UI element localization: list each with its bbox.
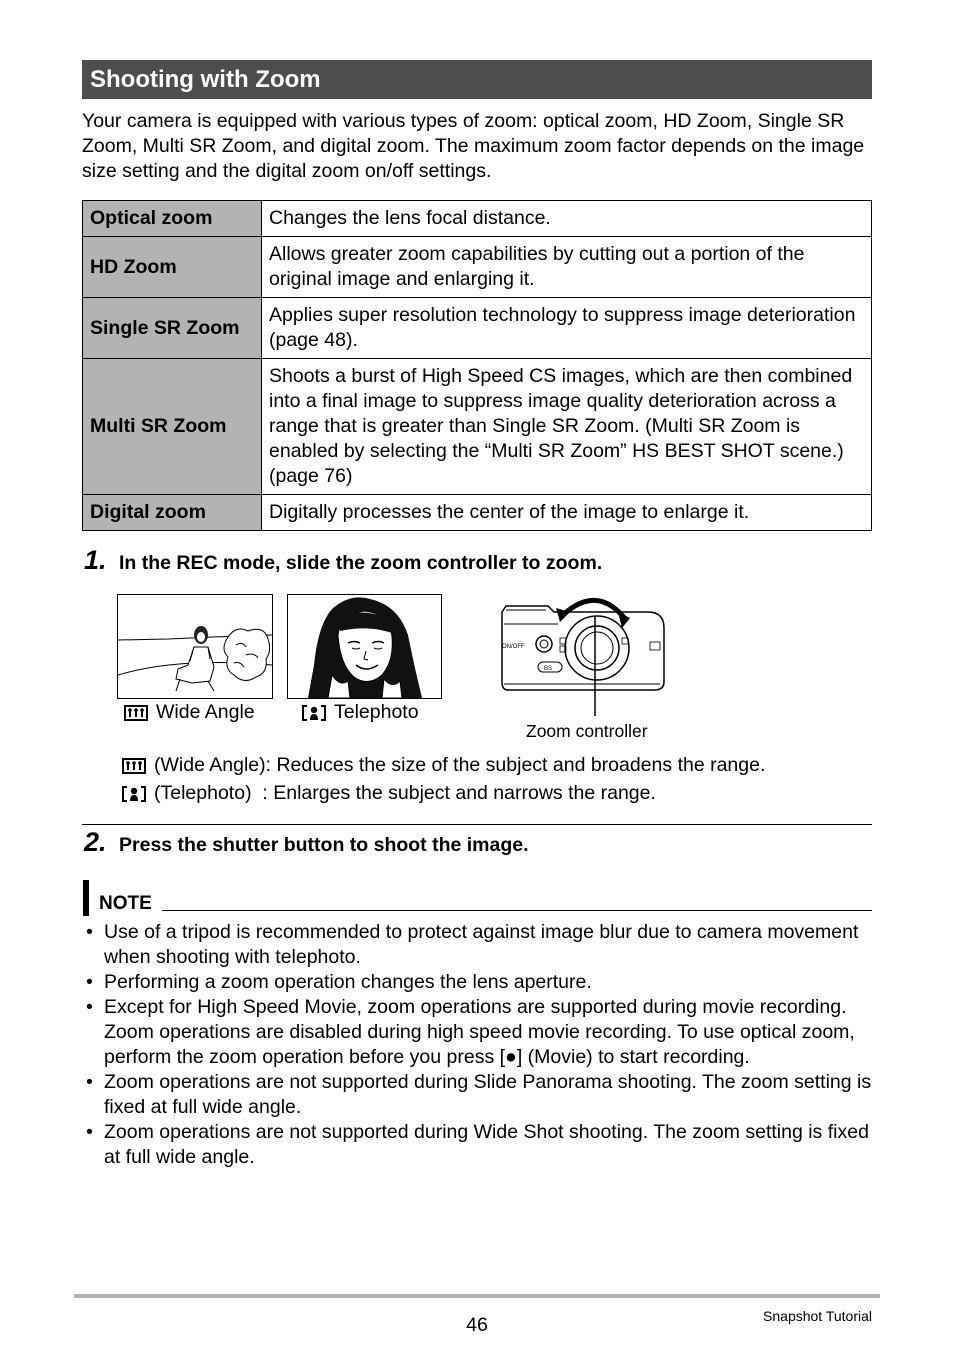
- zoom-type-name: Multi SR Zoom: [83, 359, 262, 495]
- wide-angle-icon: [122, 758, 146, 774]
- step-2-text: Press the shutter button to shoot the image.: [119, 834, 529, 856]
- list-item: • Zoom operations are not supported during Slide Panorama shooting. The zoom setting is fixed at full wide angle.: [82, 1070, 872, 1120]
- table-row: [83, 201, 872, 237]
- telephoto-description: [122, 782, 656, 805]
- step-number: 2.: [84, 827, 107, 857]
- camera-illustration: [498, 588, 668, 718]
- camera-onoff-label: ON/OFF: [502, 644, 525, 650]
- step-number: 1.: [84, 545, 107, 575]
- footer-section: Snapshot Tutorial: [763, 1308, 872, 1324]
- zoom-type-desc: Shoots a burst of High Speed CS images, which are then combined into a final image to suppress image quality deterioration across a range that is greater than Single SR Zoom. (Multi SR Zoom is enabled by selecting the “Multi SR Zoom” HS BEST SHOT scene.) (page 76): [262, 359, 872, 495]
- desc-label: (Telephoto): [154, 782, 252, 804]
- step-1: [84, 545, 107, 576]
- list-item: • Use of a tripod is recommended to protect against image blur due to camera movement when shooting with telephoto.: [82, 920, 872, 970]
- step-divider: [82, 824, 872, 825]
- notes-list: [82, 920, 872, 1170]
- telephoto-caption: [302, 701, 419, 724]
- section-title: Shooting with Zoom: [82, 60, 872, 99]
- zoom-type-desc: Applies super resolution technology to suppress image deterioration (page 48).: [262, 298, 872, 359]
- list-item: • Except for High Speed Movie, zoom operations are supported during movie recording. Zoom operations are disabled during high speed movie recording. To use optical zoom, perform the zoom operation before you press [●] (Movie) to start recording.: [82, 995, 872, 1070]
- list-item: • Zoom operations are not supported during Wide Shot shooting. The zoom setting is fixed at full wide angle.: [82, 1120, 872, 1170]
- zoom-controller-label: Zoom controller: [526, 721, 648, 741]
- telephoto-illustration: [288, 595, 441, 698]
- wide-angle-description: [122, 754, 765, 777]
- wide-angle-illustration: [118, 595, 272, 698]
- wide-angle-label: Wide Angle: [156, 701, 255, 723]
- table-row: [83, 298, 872, 359]
- desc-label: (Wide Angle): [154, 754, 266, 776]
- footer-rule: [74, 1294, 880, 1298]
- list-item: • Performing a zoom operation changes the lens aperture.: [82, 970, 872, 995]
- zoom-type-name: HD Zoom: [83, 237, 262, 298]
- wide-angle-icon: [124, 705, 148, 721]
- table-row: [83, 237, 872, 298]
- note-rule: [162, 910, 872, 911]
- telephoto-icon: [122, 786, 146, 802]
- intro-paragraph: Your camera is equipped with various types of zoom: optical zoom, HD Zoom, Single SR Zoom, Multi SR Zoom, and digital zoom. The maximum zoom factor depends on the image size setting and the digital zoom on/off settings.: [82, 110, 865, 182]
- step-1-text: In the REC mode, slide the zoom controller to zoom.: [119, 552, 603, 574]
- zoom-type-desc: Allows greater zoom capabilities by cutting out a portion of the original image and enlarging it.: [262, 237, 872, 298]
- zoom-type-desc: Changes the lens focal distance.: [262, 201, 872, 237]
- telephoto-label: Telephoto: [334, 701, 419, 723]
- wide-angle-caption: [124, 701, 255, 724]
- telephoto-icon: [302, 705, 326, 721]
- telephoto-photo: [287, 594, 442, 699]
- zoom-type-name: Single SR Zoom: [83, 298, 262, 359]
- camera-bs-label: BS: [544, 666, 553, 672]
- note-marker: [83, 880, 89, 916]
- wide-angle-photo: [117, 594, 273, 699]
- table-row: [83, 495, 872, 531]
- camera-top-view: [498, 588, 668, 718]
- table-row: [83, 359, 872, 495]
- zoom-type-name: Digital zoom: [83, 495, 262, 531]
- desc-text: : Reduces the size of the subject and broadens the range.: [265, 754, 766, 776]
- note-label: NOTE: [99, 893, 152, 914]
- zoom-types-table: [82, 200, 872, 531]
- zoom-type-name: Optical zoom: [83, 201, 262, 237]
- step-2: [84, 827, 107, 858]
- desc-text: : Enlarges the subject and narrows the range.: [262, 782, 656, 804]
- page-number: 46: [466, 1314, 488, 1336]
- zoom-type-desc: Digitally processes the center of the image to enlarge it.: [262, 495, 872, 531]
